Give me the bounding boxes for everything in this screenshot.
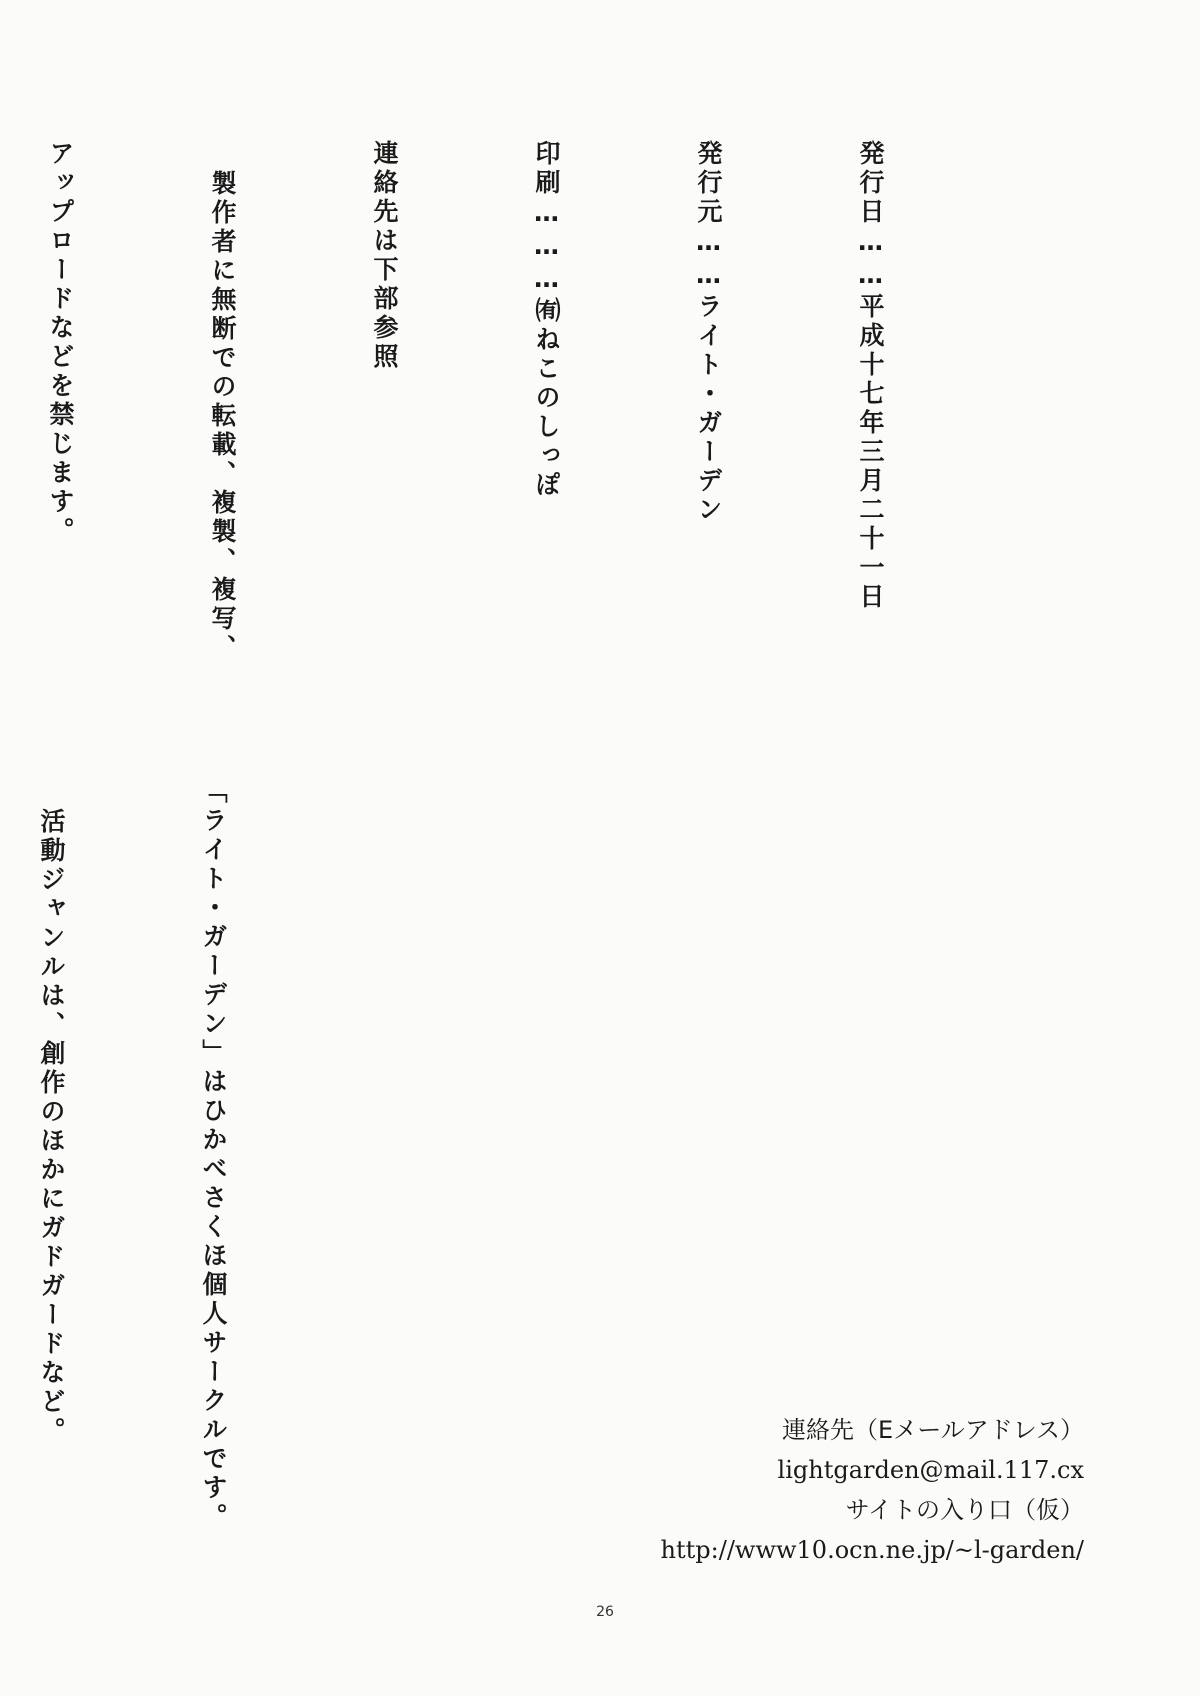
colophon-copyright-notice-cont: アップロードなどを禁じます。 [46,140,75,546]
colophon [0,140,1005,663]
email-label: 連絡先（Eメールアドレス） [782,1416,1084,1444]
contact-block [661,1410,1084,1570]
colophon-issue-date: 発行日……平成十七年三月二十一日 [856,140,885,612]
site-label: サイトの入り口（仮） [845,1496,1084,1524]
circle-info-line-2: 活動ジャンルは、創作のほかにガドガードなど。 [37,808,66,1446]
colophon-copyright-notice: 製作者に無断での転載、複製、複写、 [208,170,237,663]
circle-info [0,778,348,1532]
email-address: lightgarden@mail.117.cx [777,1456,1084,1484]
colophon-printer: 印刷………㈲ねこのしっぽ [532,140,561,500]
colophon-contact-note: 連絡先は下部参照 [370,140,399,372]
site-url: http://www10.ocn.ne.jp/~l-garden/ [660,1536,1084,1564]
colophon-publisher: 発行元……ライト・ガーデン [694,140,723,525]
page-number: 26 [596,1604,614,1620]
circle-info-line-1: 「ライト・ガーデン」はひかべさくほ個人サークルです。 [199,778,228,1532]
